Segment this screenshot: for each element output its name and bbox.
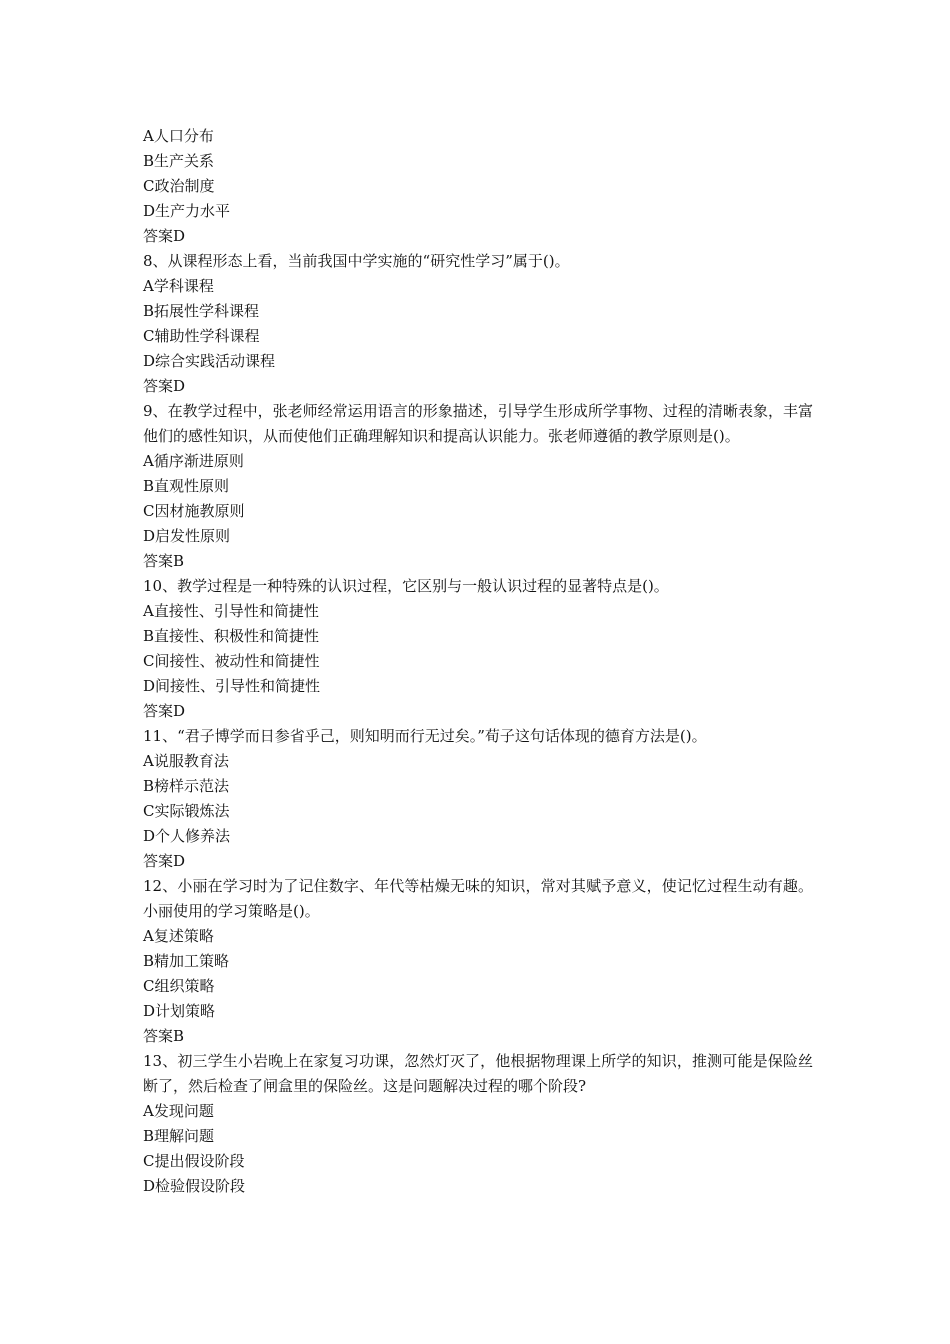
question-text: 10、教学过程是一种特殊的认识过程，它区别与一般认识过程的显著特点是()。 [143, 577, 669, 595]
option-d: D生产力水平 [143, 202, 231, 220]
answer: 答案D [143, 852, 186, 870]
option-d: D综合实践活动课程 [143, 352, 276, 370]
option-b: B精加工策略 [143, 952, 230, 970]
option-a: A人口分布 [143, 127, 214, 145]
question-block-13 [143, 1049, 813, 1199]
answer: 答案D [143, 227, 186, 245]
option-d: D启发性原则 [143, 527, 231, 545]
question-text: 8、从课程形态上看，当前我国中学实施的“研究性学习”属于()。 [143, 252, 570, 270]
option-b: B直观性原则 [143, 477, 230, 495]
question-block-12 [143, 874, 813, 1049]
option-a: A学科课程 [143, 277, 214, 295]
option-b: B生产关系 [143, 152, 215, 170]
option-a: A说服教育法 [143, 752, 229, 770]
option-a: A复述策略 [143, 927, 214, 945]
question-list [143, 124, 813, 1199]
option-d: D间接性、引导性和简捷性 [143, 677, 321, 695]
question-block-11 [143, 724, 813, 874]
option-c: C辅助性学科课程 [143, 327, 260, 345]
option-c: C间接性、被动性和简捷性 [143, 652, 320, 670]
option-a: A循序渐进原则 [143, 452, 244, 470]
answer: 答案B [143, 1027, 185, 1045]
option-c: C组织策略 [143, 977, 215, 995]
option-d: D检验假设阶段 [143, 1177, 246, 1195]
option-c: C实际锻炼法 [143, 802, 230, 820]
answer: 答案D [143, 377, 186, 395]
question-block-7 [143, 124, 813, 249]
question-block-10 [143, 574, 813, 724]
question-block-8 [143, 249, 813, 399]
option-b: B榜样示范法 [143, 777, 230, 795]
answer: 答案D [143, 702, 186, 720]
option-d: D个人修养法 [143, 827, 231, 845]
question-text: 12、小丽在学习时为了记住数字、年代等枯燥无味的知识，常对其赋予意义，使记忆过程生动有趣。小丽使用的学习策略是()。 [143, 877, 813, 920]
option-b: B拓展性学科课程 [143, 302, 260, 320]
question-text: 9、在教学过程中，张老师经常运用语言的形象描述，引导学生形成所学事物、过程的清晰表象，丰富他们的感性知识，从而使他们正确理解知识和提高认识能力。张老师遵循的教学原则是()。 [143, 402, 813, 445]
question-text: 11、“君子博学而日参省乎己，则知明而行无过矣。”荀子这句话体现的德育方法是()。 [143, 727, 707, 745]
option-a: A发现问题 [143, 1102, 214, 1120]
option-b: B理解问题 [143, 1127, 215, 1145]
option-d: D计划策略 [143, 1002, 216, 1020]
option-c: C提出假设阶段 [143, 1152, 245, 1170]
option-c: C政治制度 [143, 177, 215, 195]
option-c: C因材施教原则 [143, 502, 245, 520]
answer: 答案B [143, 552, 185, 570]
question-block-9 [143, 399, 813, 574]
option-b: B直接性、积极性和简捷性 [143, 627, 320, 645]
option-a: A直接性、引导性和简捷性 [143, 602, 319, 620]
question-text: 13、初三学生小岩晚上在家复习功课，忽然灯灭了，他根据物理课上所学的知识，推测可能是保险丝断了，然后检查了闸盒里的保险丝。这是问题解决过程的哪个阶段? [143, 1052, 813, 1095]
